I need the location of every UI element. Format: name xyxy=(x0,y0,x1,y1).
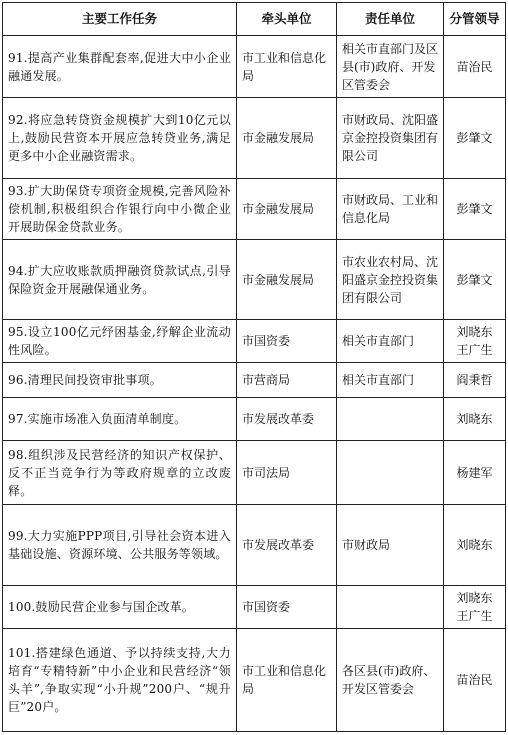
task-table xyxy=(2,2,506,732)
table-row xyxy=(3,628,506,732)
lead-unit-cell: 市国资委 xyxy=(237,320,337,362)
table-row xyxy=(3,98,506,179)
lead-unit-cell: 市金融发展局 xyxy=(237,239,337,320)
responsible-unit-cell: 相关市直部门 xyxy=(337,320,444,362)
responsible-unit-cell xyxy=(337,586,444,628)
table-row xyxy=(3,505,506,586)
leader-cell: 刘晓东 xyxy=(444,505,506,586)
task-cell: 101.搭建绿色通道、予以持续支持,大力培育“专精特新”中小企业和民营经济“领头羊”,争取实现“小升规”200户、“规升巨”20户。 xyxy=(3,628,237,732)
lead-unit-cell: 市金融发展局 xyxy=(237,98,337,179)
table-row xyxy=(3,36,506,98)
task-cell: 100.鼓励民营企业参与国企改革。 xyxy=(3,586,237,628)
responsible-unit-cell: 市财政局 xyxy=(337,505,444,586)
responsible-unit-cell: 市财政局、工业和信息化局 xyxy=(337,178,444,239)
header-lead-unit: 牵头单位 xyxy=(237,3,337,36)
leader-cell: 杨建军 xyxy=(444,441,506,505)
table-row xyxy=(3,178,506,239)
task-cell: 97.实施市场准入负面清单制度。 xyxy=(3,397,237,440)
task-cell: 99.大力实施PPP项目,引导社会资本进入基础设施、资源环境、公共服务等领域。 xyxy=(3,505,237,586)
lead-unit-cell: 市工业和信息化局 xyxy=(237,628,337,732)
table-row xyxy=(3,320,506,362)
leader-cell: 刘晓东 王广生 xyxy=(444,320,506,362)
responsible-unit-cell: 相关市直部门 xyxy=(337,362,444,397)
leader-cell: 彭肇文 xyxy=(444,98,506,179)
task-cell: 93.扩大助保贷专项资金规模,完善风险补偿机制,积极组织合作银行向中小微企业开展助保金贷款业务。 xyxy=(3,178,237,239)
task-cell: 96.清理民间投资审批事项。 xyxy=(3,362,237,397)
leader-cell: 阎秉哲 xyxy=(444,362,506,397)
task-cell: 95.设立100亿元纾困基金,纾解企业流动性风险。 xyxy=(3,320,237,362)
header-leader: 分管领导 xyxy=(444,3,506,36)
header-responsible-unit: 责任单位 xyxy=(337,3,444,36)
leader-cell: 苗治民 xyxy=(444,36,506,98)
lead-unit-cell: 市工业和信息化局 xyxy=(237,36,337,98)
lead-unit-cell: 市国资委 xyxy=(237,586,337,628)
leader-cell: 彭肇文 xyxy=(444,178,506,239)
leader-cell: 苗治民 xyxy=(444,628,506,732)
lead-unit-cell: 市发展改革委 xyxy=(237,505,337,586)
lead-unit-cell: 市金融发展局 xyxy=(237,178,337,239)
lead-unit-cell: 市营商局 xyxy=(237,362,337,397)
table-row xyxy=(3,239,506,320)
table-row xyxy=(3,586,506,628)
table-row xyxy=(3,397,506,440)
task-cell: 92.将应急转贷资金规模扩大到10亿元以上,鼓励民营资本开展应急转贷业务,满足更多中小企业融资需求。 xyxy=(3,98,237,179)
table-body xyxy=(3,36,506,732)
task-cell: 91.提高产业集群配套率,促进大中小企业融通发展。 xyxy=(3,36,237,98)
responsible-unit-cell: 市财政局、沈阳盛京金控投资集团有限公司 xyxy=(337,98,444,179)
task-cell: 94.扩大应收账款质押融资贷款试点,引导保险资金开展融保通业务。 xyxy=(3,239,237,320)
leader-cell: 彭肇文 xyxy=(444,239,506,320)
lead-unit-cell: 市发展改革委 xyxy=(237,397,337,440)
leader-cell: 刘晓东 王广生 xyxy=(444,586,506,628)
header-task: 主要工作任务 xyxy=(3,3,237,36)
lead-unit-cell: 市司法局 xyxy=(237,441,337,505)
leader-cell: 刘晓东 xyxy=(444,397,506,440)
header-row xyxy=(3,3,506,36)
responsible-unit-cell: 市农业农村局、沈阳盛京金控投资集团有限公司 xyxy=(337,239,444,320)
responsible-unit-cell: 相关市直部门及区县(市)政府、开发区管委会 xyxy=(337,36,444,98)
table-row xyxy=(3,441,506,505)
responsible-unit-cell xyxy=(337,441,444,505)
task-cell: 98.组织涉及民营经济的知识产权保护、反不正当竞争行为等政府规章的立改废释。 xyxy=(3,441,237,505)
responsible-unit-cell xyxy=(337,397,444,440)
responsible-unit-cell: 各区县(市)政府、开发区管委会 xyxy=(337,628,444,732)
table-row xyxy=(3,362,506,397)
